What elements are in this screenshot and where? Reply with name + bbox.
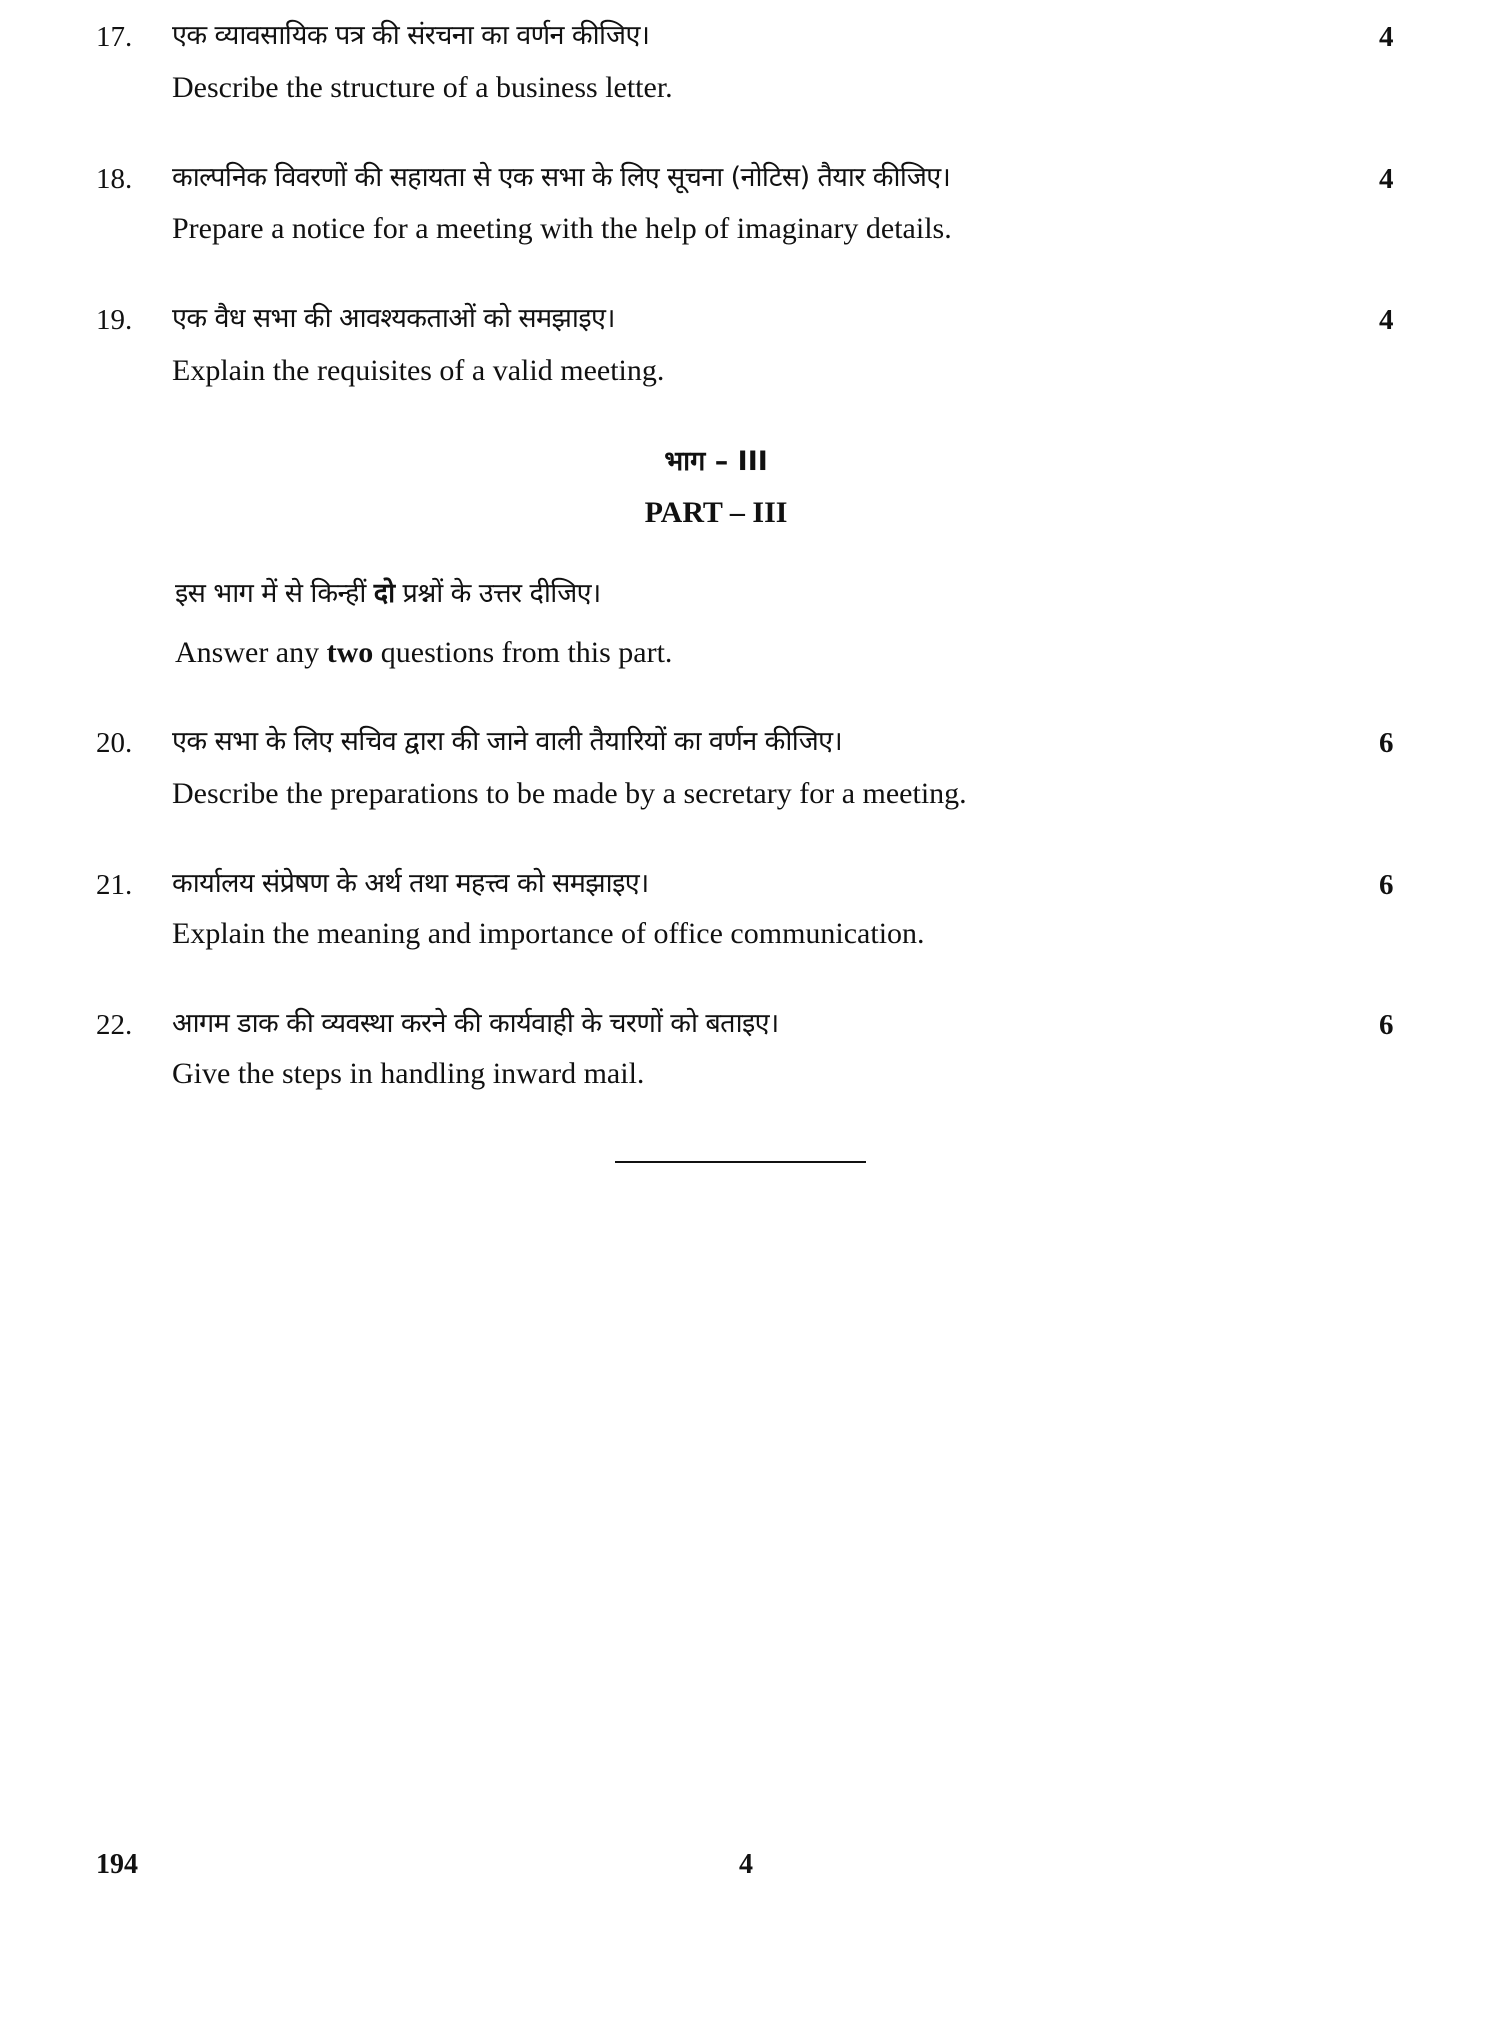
question-text-english: Explain the requisites of a valid meeting. xyxy=(172,354,665,387)
question-number: 20. xyxy=(96,727,133,759)
instruction-emphasis: दो xyxy=(373,578,395,609)
part-instruction-english xyxy=(175,637,672,669)
instruction-text: इस भाग में से किन्हीं xyxy=(175,578,374,609)
question-number: 22. xyxy=(96,1009,133,1041)
question-text-hindi: एक व्यावसायिक पत्र की संरचना का वर्णन कीजिए। xyxy=(172,20,650,51)
question-text-english: Explain the meaning and importance of office communication. xyxy=(172,917,925,950)
question-number: 17. xyxy=(96,21,133,53)
question-marks: 4 xyxy=(1379,304,1394,336)
question-marks: 6 xyxy=(1379,727,1394,759)
end-divider xyxy=(615,1161,866,1163)
instruction-text: questions from this part. xyxy=(373,636,673,669)
question-text-hindi: एक वैध सभा की आवश्यकताओं को समझाइए। xyxy=(172,303,615,334)
question-text-hindi: कार्यालय संप्रेषण के अर्थ तथा महत्त्व को समझाइए। xyxy=(172,868,649,899)
instruction-emphasis: two xyxy=(326,636,374,669)
question-number: 19. xyxy=(96,304,133,336)
question-marks: 6 xyxy=(1379,869,1394,901)
question-text-hindi: आगम डाक की व्यवस्था करने की कार्यवाही के चरणों को बताइए। xyxy=(172,1008,779,1039)
question-text-english: Prepare a notice for a meeting with the help of imaginary details. xyxy=(172,212,952,245)
question-text-english: Describe the structure of a business letter. xyxy=(172,71,673,104)
question-marks: 4 xyxy=(1379,163,1394,195)
part-heading-hindi: भाग – III xyxy=(664,446,768,477)
instruction-text: प्रश्नों के उत्तर दीजिए। xyxy=(394,578,601,609)
question-number: 21. xyxy=(96,869,133,901)
page-number: 4 xyxy=(739,1849,753,1880)
question-text-english: Describe the preparations to be made by a secretary for a meeting. xyxy=(172,777,967,810)
question-marks: 4 xyxy=(1379,21,1394,53)
paper-code: 194 xyxy=(96,1849,138,1880)
question-marks: 6 xyxy=(1379,1009,1394,1041)
part-heading-english: PART – III xyxy=(644,496,788,529)
part-instruction-hindi xyxy=(175,578,601,610)
question-number: 18. xyxy=(96,163,133,195)
question-text-hindi: एक सभा के लिए सचिव द्वारा की जाने वाली तैयारियों का वर्णन कीजिए। xyxy=(172,726,843,757)
instruction-text: Answer any xyxy=(175,636,327,669)
question-text-hindi: काल्पनिक विवरणों की सहायता से एक सभा के लिए सूचना (नोटिस) तैयार कीजिए। xyxy=(172,162,951,193)
question-text-english: Give the steps in handling inward mail. xyxy=(172,1057,645,1090)
